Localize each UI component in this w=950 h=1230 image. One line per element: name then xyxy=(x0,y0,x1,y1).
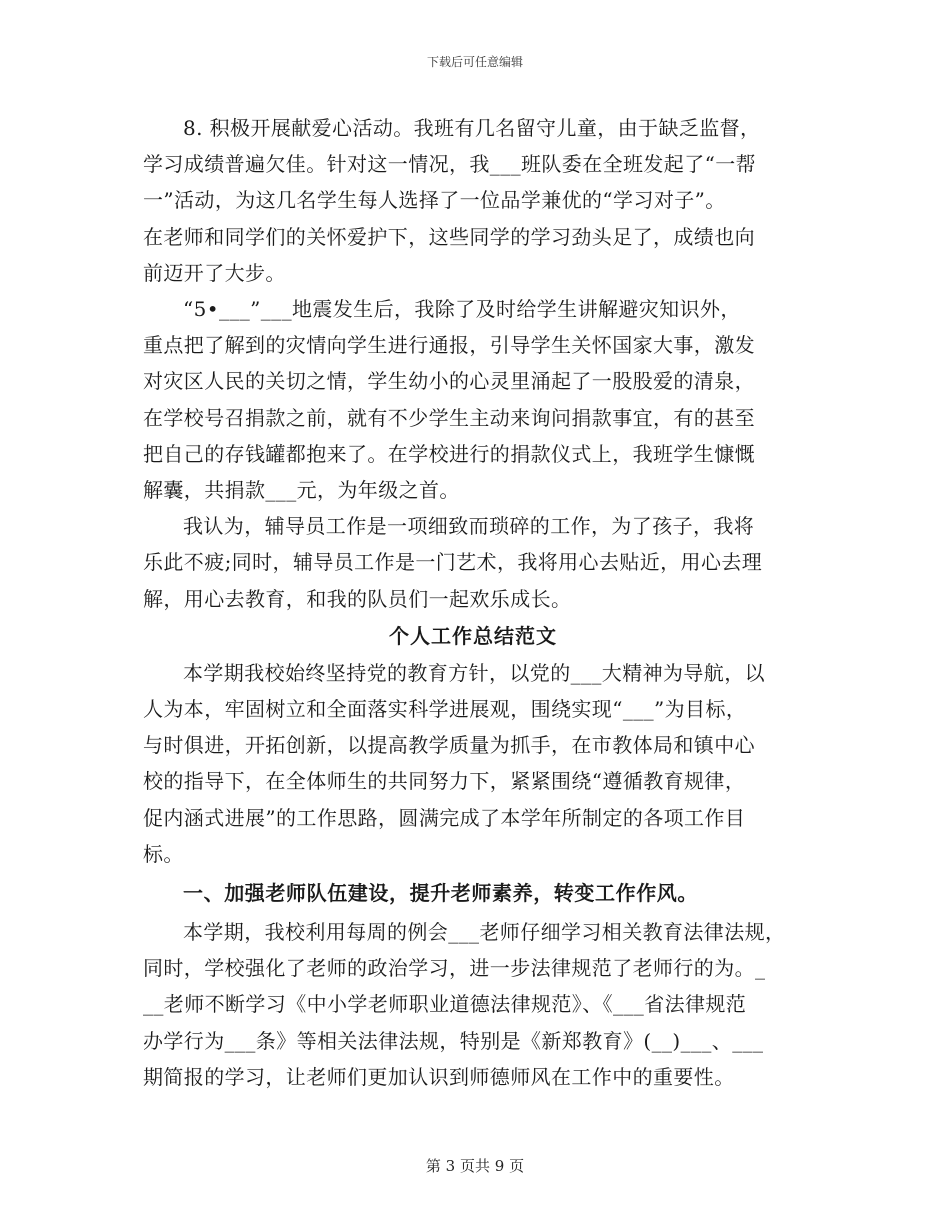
text-line: 校的指导下，在全体师生的共同努力下，紧紧围绕“遵循教育规律， xyxy=(143,769,746,794)
text-line: 对灾区人民的关切之情，学生幼小的心灵里涌起了一股股爱的清泉， xyxy=(143,369,755,394)
text-line: 一”活动，为这几名学生每人选择了一位品学兼优的“学习对子”。 xyxy=(143,188,726,213)
section-title: 个人工作总结范文 xyxy=(389,623,557,648)
text-line: 与时俱进，开拓创新，以提高教学质量为抓手，在市教体局和镇中心 xyxy=(143,733,755,758)
text-line: 解囊，共捐款___元，为年级之首。 xyxy=(143,478,460,503)
text-line: __老师不断学习《中小学老师职业道德法律规范》、《___省法律规范 xyxy=(143,992,747,1017)
text-line: 人为本，牢固树立和全面落实科学进展观，围绕实现“___”为目标， xyxy=(143,697,747,722)
text-line: 在学校号召捐款之前，就有不少学生主动来询问捐款事宜，有的甚至 xyxy=(143,405,755,430)
text-line: 8. 积极开展献爱心活动。我班有几名留守儿童，由于缺乏监督， xyxy=(183,116,761,140)
paragraph-intro xyxy=(143,655,813,872)
text-line: 学习成绩普遍欠佳。针对这一情况，我___班队委在全班发起了“一帮 xyxy=(143,152,757,177)
paragraph-earthquake xyxy=(143,291,813,508)
text-line: 同时，学校强化了老师的政治学习，进一步法律规范了老师行的为。_ xyxy=(143,956,766,981)
paragraph-conclusion xyxy=(143,508,813,617)
page-footer: 第 3 页共 9 页 xyxy=(425,1157,525,1175)
text-line: 重点把了解到的灾情向学生进行通报，引导学生关怀国家大事，激发 xyxy=(143,333,755,358)
page-header: 下载后可任意编辑 xyxy=(426,55,523,69)
text-line: 标。 xyxy=(143,841,184,866)
paragraph-charity xyxy=(143,110,813,291)
text-line: 本学期我校始终坚持党的教育方针，以党的___大精神为导航，以 xyxy=(183,660,765,685)
text-line: 乐此不疲;同时，辅导员工作是一门艺术，我将用心去贴近，用心去理 xyxy=(143,550,763,575)
text-line: 我认为，辅导员工作是一项细致而琐碎的工作，为了孩子，我将 xyxy=(183,514,755,539)
paragraph-teacher-training xyxy=(143,914,813,1095)
text-line: 在老师和同学们的关怀爱护下，这些同学的学习劲头足了，成绩也向 xyxy=(143,224,755,249)
text-line: 办学行为___条》等相关法律法规，特别是《新郑教育》(__)___、___ xyxy=(143,1028,764,1053)
subsection-heading: 一、加强老师队伍建设，提升老师素养，转变工作作风。 xyxy=(183,881,698,906)
text-line: 本学期，我校利用每周的例会___老师仔细学习相关教育法律法规， xyxy=(183,920,786,945)
text-line: 把自己的存钱罐都抱来了。在学校进行的捐款仪式上，我班学生慷慨 xyxy=(143,441,755,466)
document-body xyxy=(143,110,813,1095)
text-line: 解，用心去教育，和我的队员们一起欢乐成长。 xyxy=(143,586,572,611)
text-line: 促内涵式进展”的工作思路，圆满完成了本学年所制定的各项工作目 xyxy=(143,805,746,830)
text-line: 期简报的学习，让老师们更加认识到师德师风在工作中的重要性。 xyxy=(143,1064,735,1089)
text-line: “5•___”___地震发生后，我除了及时给学生讲解避灾知识外， xyxy=(183,297,741,322)
text-line: 前迈开了大步。 xyxy=(143,260,286,285)
